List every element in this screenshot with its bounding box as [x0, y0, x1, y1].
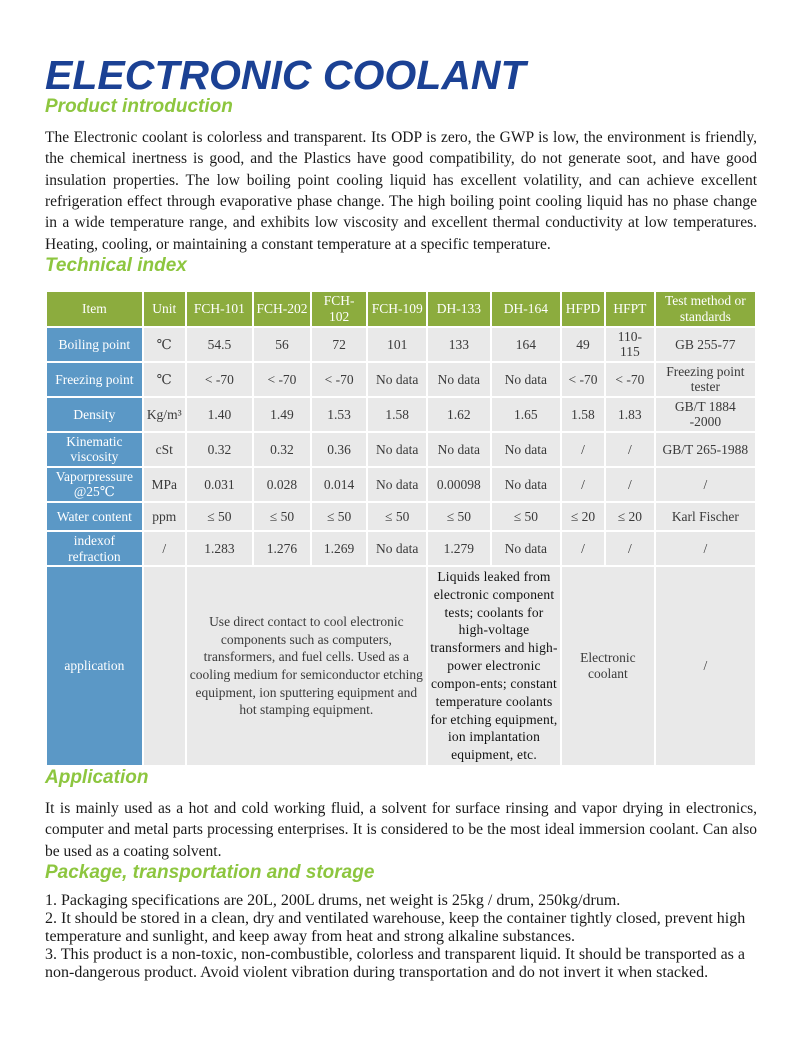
section-heading-technical-index: Technical index — [45, 255, 187, 277]
table-header-cell: FCH-202 — [254, 292, 310, 326]
row-value-cell: ≤ 50 — [428, 503, 490, 530]
row-value-cell: 0.028 — [254, 468, 310, 501]
row-value-cell: 1.58 — [368, 398, 426, 431]
table-row — [47, 532, 755, 565]
row-value-cell: No data — [492, 363, 560, 396]
row-value-cell: < -70 — [254, 363, 310, 396]
row-value-cell: / — [606, 468, 654, 501]
row-test-method: / — [656, 468, 755, 501]
table-row — [47, 468, 755, 501]
table-row — [47, 503, 755, 530]
table-header-cell: Item — [47, 292, 142, 326]
table-header-cell: FCH-109 — [368, 292, 426, 326]
table-header-cell: FCH-101 — [187, 292, 252, 326]
row-value-cell: / — [562, 433, 604, 466]
table-header-cell: Unit — [144, 292, 185, 326]
row-item-label: Vaporpressure @25℃ — [47, 468, 142, 501]
row-value-cell: 101 — [368, 328, 426, 361]
row-value-cell: 1.53 — [312, 398, 367, 431]
row-value-cell: No data — [368, 468, 426, 501]
application-test-method: / — [656, 567, 755, 765]
application-row — [47, 567, 755, 765]
row-value-cell: 1.269 — [312, 532, 367, 565]
row-test-method: Karl Fischer — [656, 503, 755, 530]
row-item-label: Boiling point — [47, 328, 142, 361]
table-row — [47, 328, 755, 361]
row-value-cell: 0.014 — [312, 468, 367, 501]
application-unit-cell — [144, 567, 185, 765]
row-value-cell: ≤ 20 — [606, 503, 654, 530]
section-heading-package: Package, transportation and storage — [45, 861, 375, 883]
row-value-cell: < -70 — [312, 363, 367, 396]
row-value-cell: / — [562, 532, 604, 565]
section-heading-product-introduction: Product introduction — [45, 96, 233, 117]
row-value-cell: 56 — [254, 328, 310, 361]
row-value-cell: No data — [492, 468, 560, 501]
row-value-cell: 1.49 — [254, 398, 310, 431]
row-value-cell: 1.58 — [562, 398, 604, 431]
application-fch-cell: Use direct contact to cool electronic components such as computers, transformers, and fuel cells. Used as a cooling medium for semiconductor etching equipment, ion sputtering equipment and hot stamping equipment. — [187, 567, 426, 765]
row-item-label: Water content — [47, 503, 142, 530]
row-value-cell: 72 — [312, 328, 367, 361]
application-dh-cell: Liquids leaked from electronic component tests; coolants for high-voltage transformers and high-power electronic compon-ents; constant temperature coolants for etching equipment, ion implantation equipment, etc. — [428, 567, 560, 765]
package-item: 3. This product is a non-toxic, non-combustible, colorless and transparent liquid. It should be transported as a non-dangerous product. Avoid violent vibration during transportation and do not invert it when stacked. — [45, 945, 746, 981]
product-introduction-paragraph: The Electronic coolant is colorless and transparent. Its ODP is zero, the GWP is low, the environment is friendly, the chemical inertness is good, and the Plastics have good compatibility, do not generate soot, and have good insulation properties. The low boiling point cooling liquid has excellent volatility, and can achieve excellent refrigeration effect through evaporative phase change. The high boiling point cooling liquid has no phase change in a wide temperature range, and exhibits low viscosity and excellent thermal conductivity at low temperatures. Heating, cooling, or maintaining a constant temperature at a specific temperature. — [45, 128, 757, 253]
row-value-cell: / — [606, 433, 654, 466]
row-value-cell: ≤ 50 — [368, 503, 426, 530]
row-value-cell: 164 — [492, 328, 560, 361]
row-value-cell: ≤ 50 — [312, 503, 367, 530]
row-value-cell: 0.031 — [187, 468, 252, 501]
table-header-cell: HFPT — [606, 292, 654, 326]
section-heading-application: Application — [45, 766, 149, 788]
row-value-cell: 1.65 — [492, 398, 560, 431]
package-item: 2. It should be stored in a clean, dry and ventilated warehouse, keep the container tightly closed, prevent high temperature and sunlight, and keep away from heat and strong alkaline substances. — [45, 909, 746, 945]
row-value-cell: No data — [428, 433, 490, 466]
row-item-label: indexof refraction — [47, 532, 142, 565]
row-value-cell: ≤ 50 — [492, 503, 560, 530]
table-header-row — [47, 292, 755, 326]
row-value-cell: No data — [492, 433, 560, 466]
row-value-cell: 0.32 — [254, 433, 310, 466]
row-value-cell: No data — [368, 363, 426, 396]
row-value-cell: 0.00098 — [428, 468, 490, 501]
row-value-cell: 133 — [428, 328, 490, 361]
row-unit: ppm — [144, 503, 185, 530]
row-value-cell: No data — [428, 363, 490, 396]
row-unit: Kg/m³ — [144, 398, 185, 431]
row-value-cell: / — [606, 532, 654, 565]
row-value-cell: < -70 — [606, 363, 654, 396]
row-unit: cSt — [144, 433, 185, 466]
table-row — [47, 433, 755, 466]
row-test-method: GB 255-77 — [656, 328, 755, 361]
technical-index-table — [45, 290, 757, 767]
row-test-method: GB/T 265-1988 — [656, 433, 755, 466]
row-test-method: / — [656, 532, 755, 565]
row-value-cell: 1.62 — [428, 398, 490, 431]
row-value-cell: No data — [368, 532, 426, 565]
table-header-cell: DH-133 — [428, 292, 490, 326]
row-value-cell: 0.32 — [187, 433, 252, 466]
row-unit: ℃ — [144, 328, 185, 361]
row-value-cell: 49 — [562, 328, 604, 361]
row-value-cell: 1.283 — [187, 532, 252, 565]
row-value-cell: 1.40 — [187, 398, 252, 431]
row-value-cell: / — [562, 468, 604, 501]
row-item-label: Freezing point — [47, 363, 142, 396]
row-unit: ℃ — [144, 363, 185, 396]
row-test-method: GB/T 1884 -2000 — [656, 398, 755, 431]
row-test-method: Freezing point tester — [656, 363, 755, 396]
table-row — [47, 363, 755, 396]
row-value-cell: No data — [492, 532, 560, 565]
table-row — [47, 398, 755, 431]
table-header-cell: Test method or standards — [656, 292, 755, 326]
table-header-cell: DH-164 — [492, 292, 560, 326]
row-value-cell: 1.276 — [254, 532, 310, 565]
table-header-cell: HFPD — [562, 292, 604, 326]
row-value-cell: ≤ 50 — [254, 503, 310, 530]
application-hf-cell: Electronic coolant — [562, 567, 654, 765]
page-title: ELECTRONIC COOLANT — [45, 52, 526, 98]
row-value-cell: < -70 — [187, 363, 252, 396]
table-header-cell: FCH-102 — [312, 292, 367, 326]
row-value-cell: ≤ 20 — [562, 503, 604, 530]
application-paragraph: It is mainly used as a hot and cold working fluid, a solvent for surface rinsing and vapor drying in electronics, computer and metal parts processing enterprises. It is considered to be the most ideal immersion coolant. Can also be used as a coating solvent. — [45, 799, 757, 860]
row-unit: / — [144, 532, 185, 565]
row-value-cell: 110-115 — [606, 328, 654, 361]
row-item-label: Density — [47, 398, 142, 431]
row-value-cell: 1.279 — [428, 532, 490, 565]
row-value-cell: < -70 — [562, 363, 604, 396]
row-unit: MPa — [144, 468, 185, 501]
row-value-cell: 54.5 — [187, 328, 252, 361]
package-item: 1. Packaging specifications are 20L, 200L drums, net weight is 25kg / drum, 250kg/drum. — [45, 891, 621, 909]
row-value-cell: 1.83 — [606, 398, 654, 431]
application-row-label: application — [47, 567, 142, 765]
row-value-cell: ≤ 50 — [187, 503, 252, 530]
row-value-cell: No data — [368, 433, 426, 466]
package-list — [45, 892, 757, 982]
row-value-cell: 0.36 — [312, 433, 367, 466]
row-item-label: Kinematic viscosity — [47, 433, 142, 466]
